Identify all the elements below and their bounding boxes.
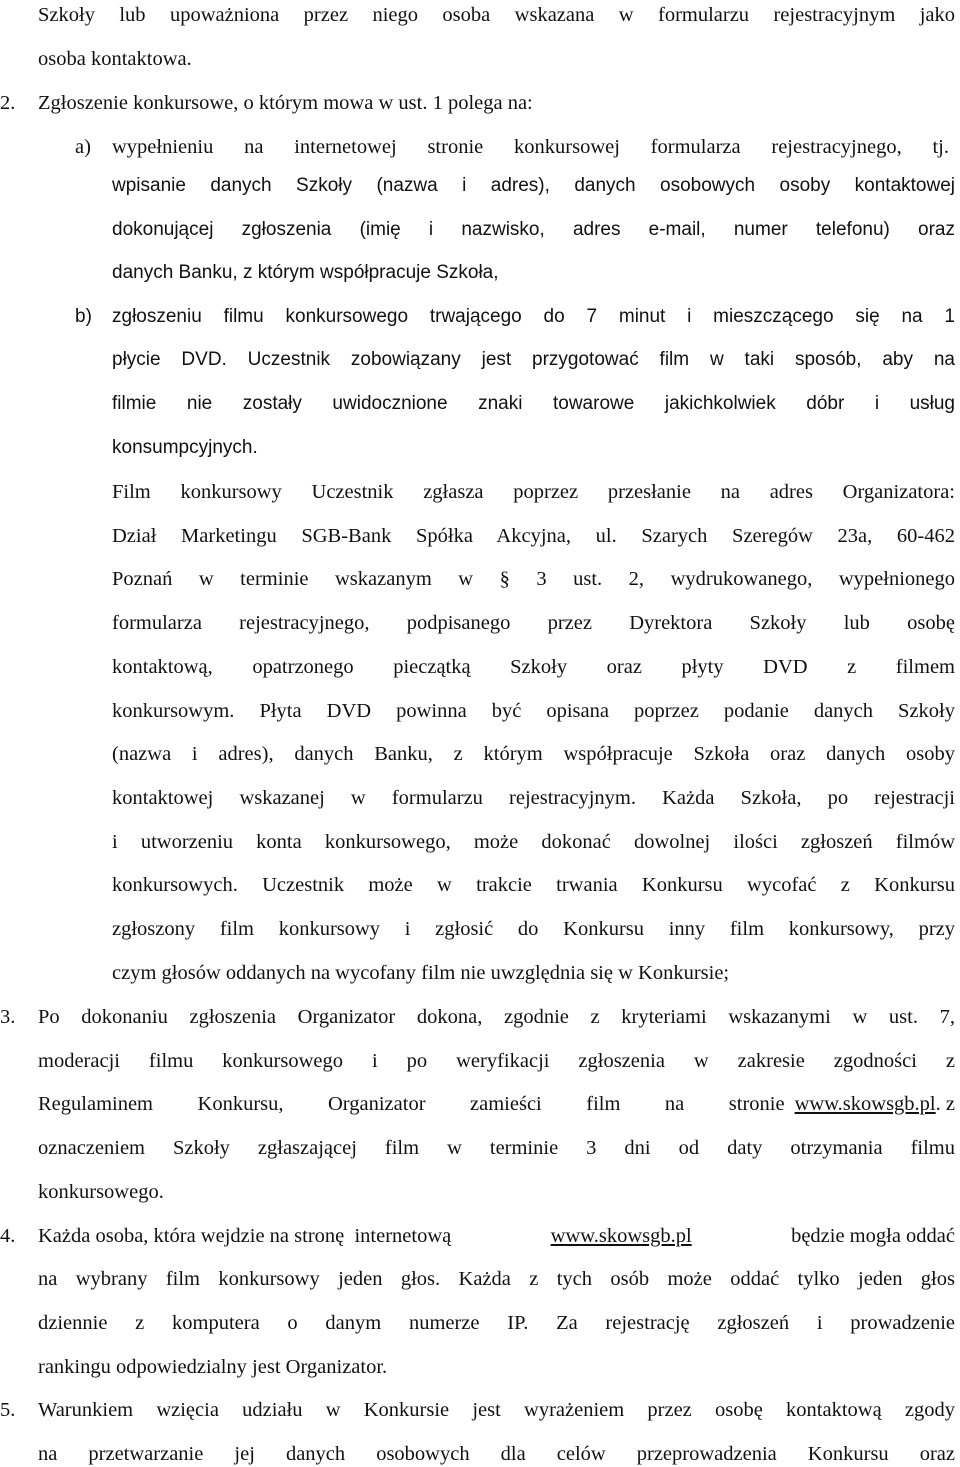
list-number: 2. [0, 92, 16, 114]
paragraph-line: Po dokonaniu zgłoszenia Organizator dokona, zgodnie z kryteriami wskazanymi w ust. 7, [38, 1006, 955, 1028]
paragraph-text: Każda osoba, która wejdzie na stronę internetową [38, 1225, 452, 1247]
list-number: 5. [0, 1399, 16, 1421]
paragraph-text: Regulaminem Konkursu, Organizator zamieści film na stronie [38, 1093, 785, 1115]
paragraph-line: rankingu odpowiedzialny jest Organizator. [38, 1356, 388, 1378]
paragraph-line: na wybrany film konkursowy jeden głos. Każda z tych osób może oddać tylko jeden głos [38, 1268, 955, 1290]
paragraph-line: (nazwa i adres), danych Banku, z którym współpracuje Szkoła oraz danych osoby [112, 743, 955, 765]
paragraph-line: na przetwarzanie jej danych osobowych dla celów przeprowadzenia Konkursu oraz [38, 1443, 955, 1465]
paragraph-line: kontaktowej wskazanej w formularzu rejestracyjnym. Każda Szkoła, po rejestracji [112, 787, 955, 809]
list-number: 4. [0, 1225, 16, 1247]
paragraph-line: wypełnieniu na internetowej stronie konkursowej formularza rejestracyjnego, tj. [112, 136, 949, 158]
paragraph-line: Dział Marketingu SGB-Bank Spółka Akcyjna, ul. Szarych Szeregów 23a, 60-462 [112, 525, 955, 547]
paragraph-line: Film konkursowy Uczestnik zgłasza poprzez przesłanie na adres Organizatora: [112, 481, 955, 503]
paragraph-text: . z [935, 1093, 955, 1115]
paragraph-line: Warunkiem wzięcia udziału w Konkursie jest wyrażeniem przez osobę kontaktową zgody [38, 1399, 955, 1421]
paragraph-line: i utworzeniu konta konkursowego, może dokonać dowolnej ilości zgłoszeń filmów [112, 831, 955, 853]
website-link[interactable]: www.skowsgb.pl [794, 1093, 936, 1115]
paragraph-line: zgłoszeniu filmu konkursowego trwającego do 7 minut i mieszczącego się na 1 [112, 306, 955, 327]
paragraph-line: konkursowego. [38, 1181, 164, 1203]
list-letter: a) [75, 136, 91, 158]
paragraph-line: filmie nie zostały uwidocznione znaki towarowe jakichkolwiek dóbr i usług [112, 393, 955, 414]
list-number: 3. [0, 1006, 16, 1028]
paragraph-line: Szkoły lub upoważniona przez niego osoba wskazana w formularzu rejestracyjnym jako [38, 4, 955, 26]
paragraph-line: konkursowym. Płyta DVD powinna być opisana poprzez podanie danych Szkoły [112, 700, 955, 722]
paragraph-line: oznaczeniem Szkoły zgłaszającej film w terminie 3 dni od daty otrzymania filmu [38, 1137, 955, 1159]
paragraph-line: dziennie z komputera o danym numerze IP. Za rejestrację zgłoszeń i prowadzenie [38, 1312, 955, 1334]
paragraph-line: formularza rejestracyjnego, podpisanego przez Dyrektora Szkoły lub osobę [112, 612, 955, 634]
paragraph-line: wpisanie danych Szkoły (nazwa i adres), danych osobowych osoby kontaktowej [112, 175, 955, 196]
list-letter: b) [75, 306, 92, 327]
paragraph-line: moderacji filmu konkursowego i po weryfikacji zgłoszenia w zakresie zgodności z [38, 1050, 955, 1072]
paragraph-line: czym głosów oddanych na wycofany film nie uwzględnia się w Konkursie; [112, 962, 730, 984]
paragraph-text: będzie mogła oddać [791, 1225, 955, 1247]
list-item-text: Zgłoszenie konkursowe, o którym mowa w ust. 1 polega na: [38, 92, 533, 114]
website-link[interactable]: www.skowsgb.pl [550, 1225, 692, 1247]
paragraph-line: konsumpcyjnych. [112, 437, 258, 458]
paragraph-line: kontaktową, opatrzonego pieczątką Szkoły oraz płyty DVD z filmem [112, 656, 955, 678]
paragraph-line [38, 1223, 955, 1249]
paragraph-line: płycie DVD. Uczestnik zobowiązany jest przygotować film w taki sposób, aby na [112, 349, 955, 370]
paragraph-line: konkursowych. Uczestnik może w trakcie trwania Konkursu wycofać z Konkursu [112, 874, 955, 896]
paragraph-line: dokonującej zgłoszenia (imię i nazwisko, adres e-mail, numer telefonu) oraz [112, 219, 955, 240]
paragraph-line: Poznań w terminie wskazanym w § 3 ust. 2, wydrukowanego, wypełnionego [112, 568, 955, 590]
paragraph-line: zgłoszony film konkursowy i zgłosić do Konkursu inny film konkursowy, przy [112, 918, 955, 940]
paragraph-line: danych Banku, z którym współpracuje Szkoła, [112, 262, 499, 283]
paragraph-line [38, 1091, 955, 1117]
paragraph-line: osoba kontaktowa. [38, 48, 192, 70]
